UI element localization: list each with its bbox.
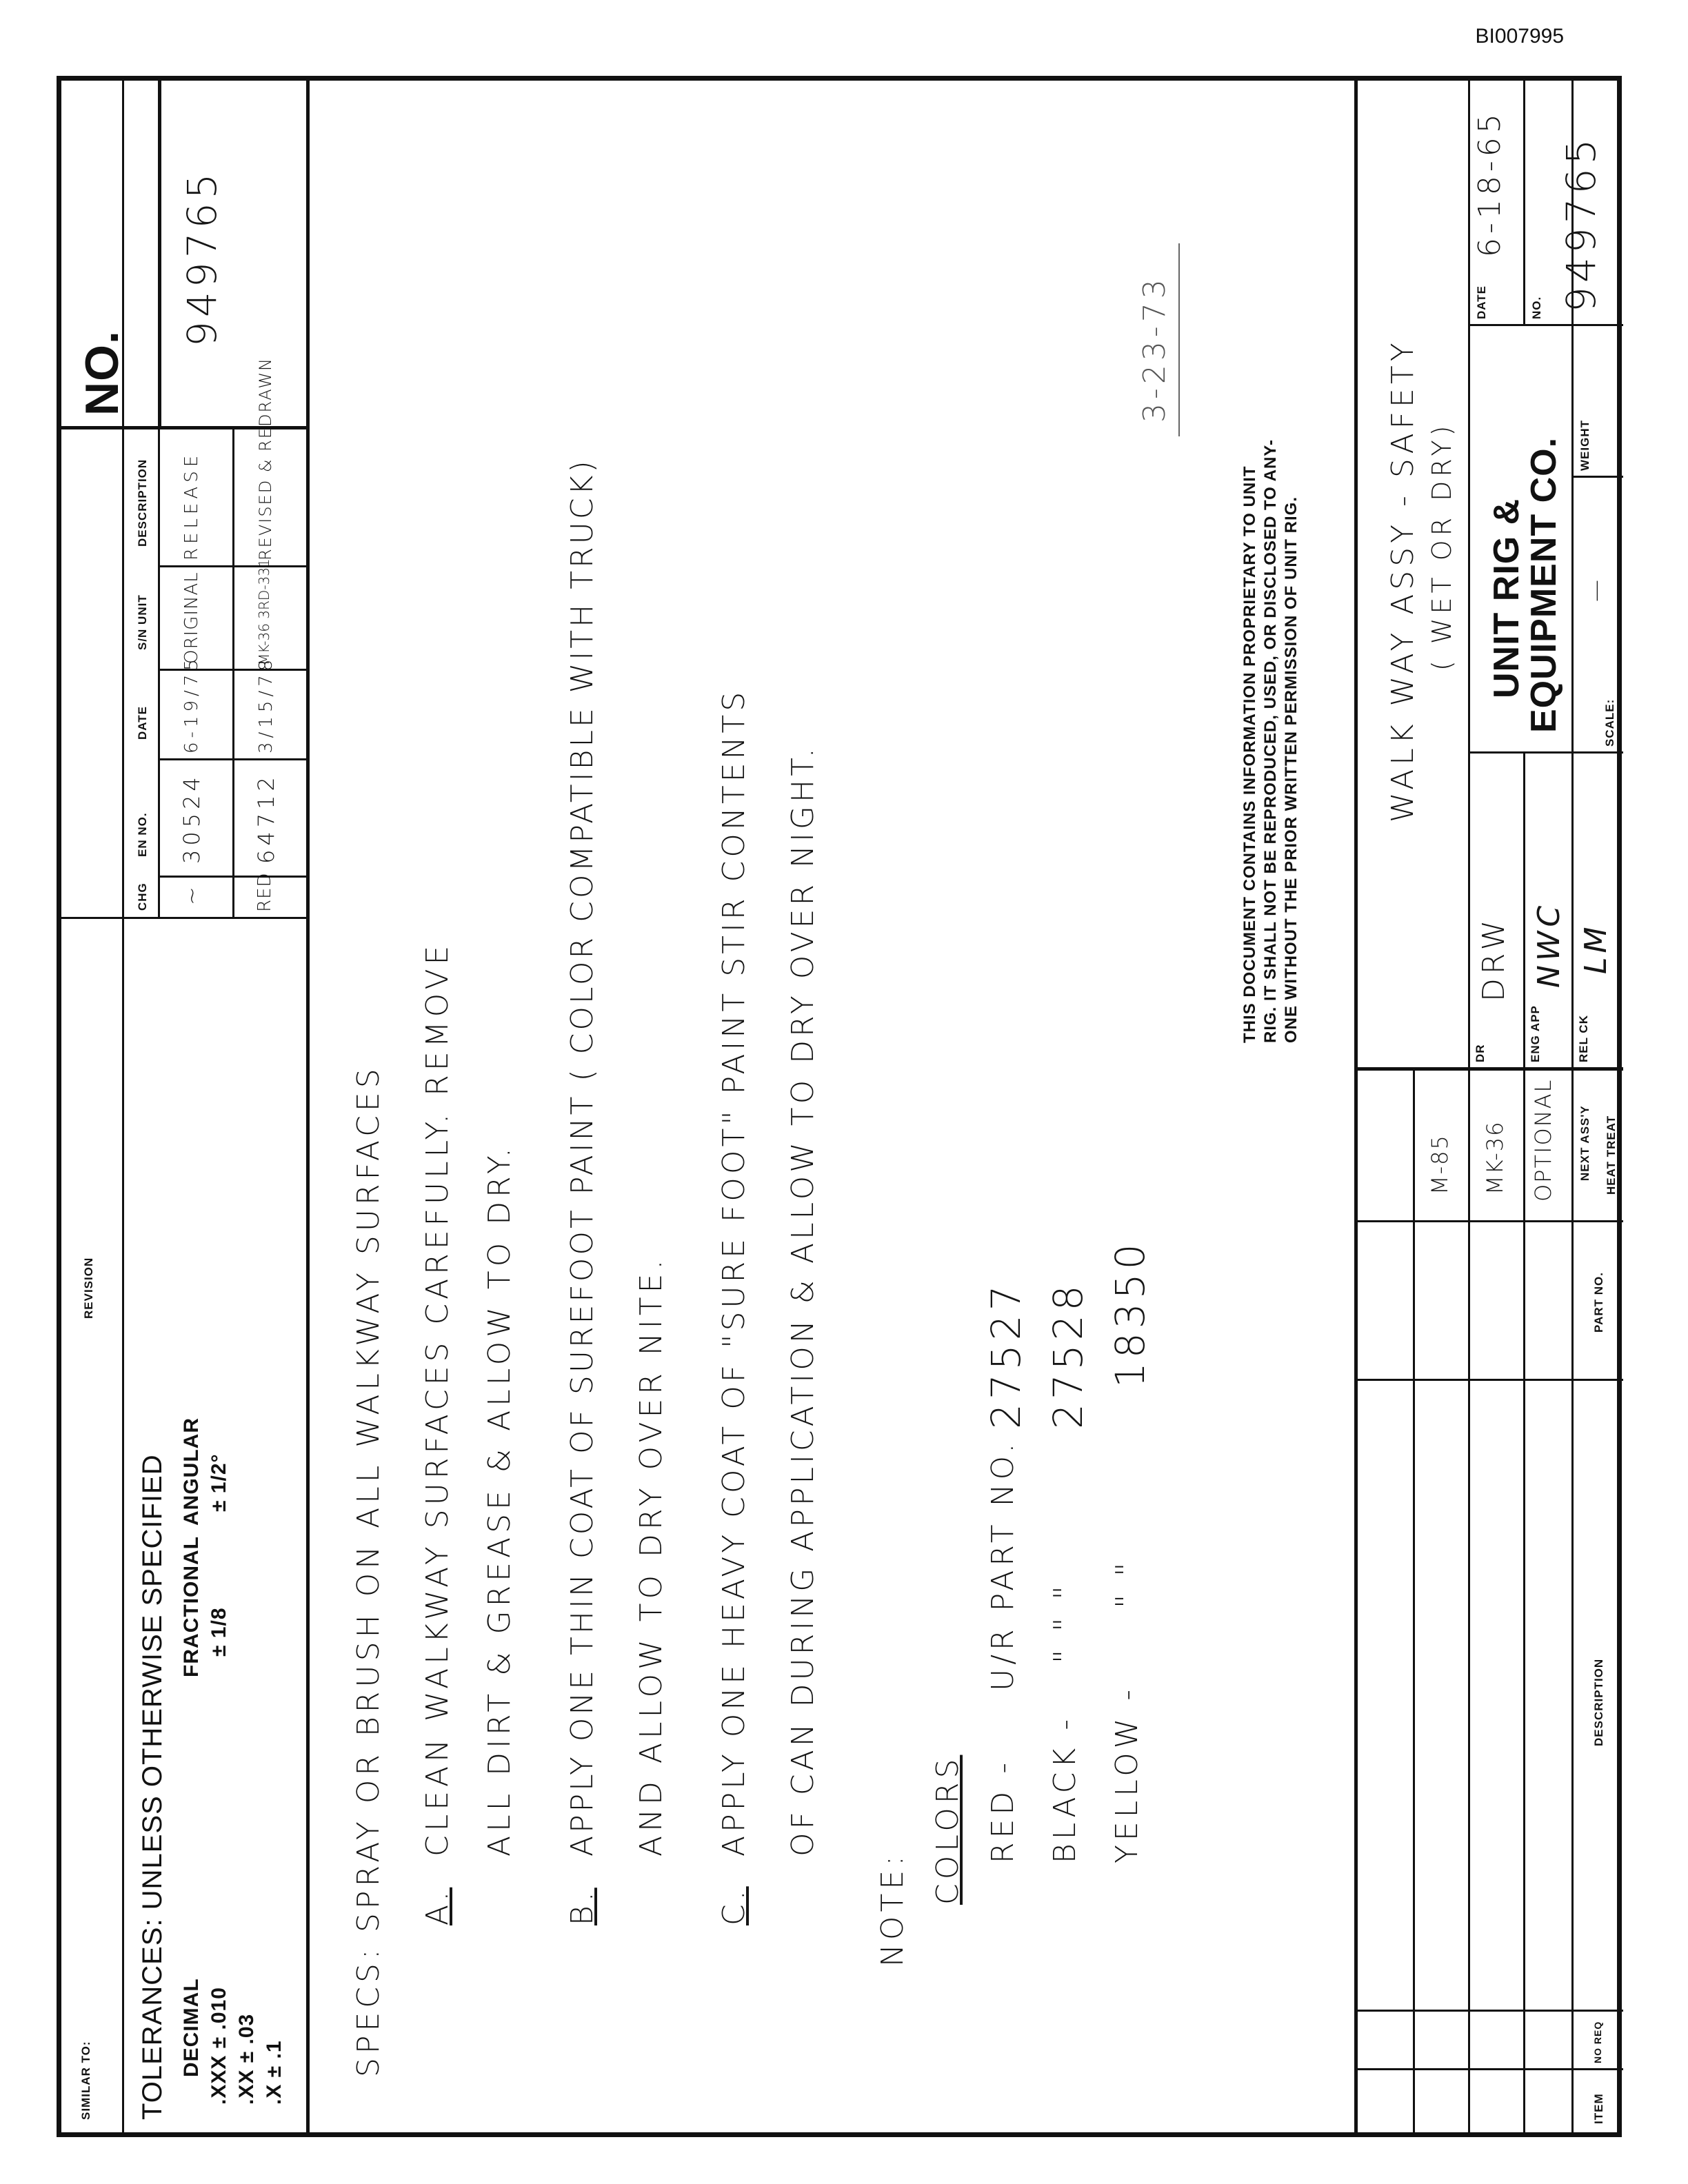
angular-label: ANGULAR [180, 1417, 203, 1526]
drawing-sheet [57, 76, 1622, 2137]
rev-unit: MK-36 3RD-331 [256, 558, 272, 665]
decimal-row: .XX ± .03 [235, 2013, 258, 2105]
decimal-row: .X ± .1 [263, 2040, 285, 2105]
drawing-title: WALK WAY ASSY - SAFETY [1385, 338, 1420, 822]
colors-label: COLORS [930, 1755, 965, 1905]
step-line: AND ALLOW TO DRY OVER NITE. [634, 1255, 669, 1857]
usage-item: M-85 [1427, 1134, 1453, 1195]
usage-item: OPTIONAL [1530, 1078, 1556, 1202]
document-id: BI007995 [1475, 25, 1564, 48]
angular-value: ± 1/2° [208, 1453, 230, 1512]
step-line: CLEAN WALKWAY SURFACES CAREFULLY. REMOVE [420, 941, 455, 1857]
color-number: 27527 [983, 1281, 1029, 1429]
col-description: DESCRIPTION [136, 458, 149, 547]
rev-description: RELEASE [181, 451, 202, 560]
weight-label: WEIGHT [1578, 420, 1591, 471]
similar-to-label: SIMILAR TO: [79, 2041, 92, 2120]
eng-app-value: NWC [1531, 901, 1567, 988]
step-line: APPLY ONE HEAVY COAT OF "SURE FOOT" PAINT STIR CONTENTS [716, 688, 752, 1857]
rev-chg: RED [254, 872, 275, 912]
step-line: OF CAN DURING APPLICATION & ALLOW TO DRY OVER NIGHT. [785, 745, 821, 1857]
fractional-label: FRACTIONAL [180, 1536, 203, 1677]
color-number: 27528 [1045, 1281, 1092, 1429]
decimal-row: .XXX ± .010 [208, 1987, 230, 2105]
col-chg: CHG [136, 882, 149, 911]
company-name: UNIT RIG & [1487, 498, 1527, 698]
dr-value: DRW [1476, 916, 1511, 1002]
col-en-no: EN NO. [136, 812, 149, 857]
color-name: YELLOW - [1109, 1685, 1145, 1863]
color-number: 18350 [1107, 1240, 1154, 1388]
revision-title: REVISION [82, 1257, 95, 1319]
step-line: ALL DIRT & GREASE & ALLOW TO DRY. [482, 1144, 517, 1857]
col-unit: S/N UNIT [136, 594, 149, 650]
fractional-value: ± 1/8 [208, 1607, 230, 1657]
date-label: DATE [1475, 285, 1488, 319]
tb-no-label: NO. [1530, 296, 1543, 319]
next-assy-label: NEXT ASS'Y [1578, 1105, 1591, 1181]
eng-app-label: ENG APP [1529, 1005, 1542, 1062]
note-label: NOTE: [875, 1851, 910, 1967]
tolerances-title: TOLERANCES: UNLESS OTHERWISE SPECIFIED [137, 1454, 168, 2120]
rev-en-no: 30524 [179, 773, 205, 864]
rev-chg: ~ [179, 882, 205, 905]
date-value: 6-18-65 [1472, 110, 1507, 257]
scale-value: — [1582, 576, 1609, 602]
proprietary-line: RIG. IT SHALL NOT BE REPRODUCED, USED, OR DISCLOSED TO ANY- [1261, 439, 1280, 1043]
color-part: U/R PART NO. [985, 1439, 1021, 1691]
tb-no-value: 949765 [1558, 134, 1605, 312]
step-line: APPLY ONE THIN COAT OF SUREFOOT PAINT ( COLOR COMPATIBLE WITH TRUCK) [565, 458, 600, 1857]
proprietary-line: THIS DOCUMENT CONTAINS INFORMATION PROPRIETARY TO UNIT [1240, 465, 1259, 1043]
company-name: EQUIPMENT CO. [1524, 436, 1564, 733]
color-part: " " " [1047, 1581, 1083, 1664]
color-name: BLACK - [1047, 1715, 1083, 1863]
color-part: " " [1109, 1558, 1145, 1608]
decimal-label: DECIMAL [180, 1978, 203, 2077]
dr-label: DR [1474, 1044, 1487, 1062]
col-no-req: NO REQ [1592, 2021, 1603, 2063]
color-name: RED - [985, 1758, 1021, 1863]
step-letter: B. [565, 1888, 600, 1925]
step-letter: C. [716, 1886, 752, 1925]
stamp-underline [1178, 243, 1180, 436]
specs-intro: SPRAY OR BRUSH ON ALL WALKWAY SURFACES [351, 1064, 386, 1932]
col-part-description: DESCRIPTION [1592, 1658, 1605, 1746]
rel-ck-value: LM [1578, 922, 1614, 974]
col-part-no: PART NO. [1592, 1272, 1605, 1333]
rel-ck-label: REL CK [1577, 1015, 1590, 1062]
number-value: 949765 [179, 169, 225, 347]
scale-label: SCALE: [1603, 698, 1616, 747]
number-label: NO. [76, 330, 128, 416]
rev-en-no: 64712 [253, 773, 279, 864]
rev-date: 3/15/78 [256, 655, 277, 754]
rev-unit: ORIGINAL [181, 572, 202, 664]
drawing-subtitle: ( WET OR DRY) [1427, 421, 1457, 671]
col-item: ITEM [1592, 2093, 1605, 2124]
heat-treat-label: HEAT TREAT [1605, 1115, 1618, 1195]
release-stamp: 3-23-73 [1137, 275, 1172, 423]
step-letter: A. [420, 1887, 455, 1925]
usage-item: MK-36 [1482, 1120, 1508, 1195]
specs-label: SPECS: [351, 1945, 386, 2077]
rev-description: REVISED & REDRAWN [256, 357, 275, 560]
proprietary-line: ONE WITHOUT THE PRIOR WRITTEN PERMISSION OF UNIT RIG. [1282, 496, 1300, 1043]
rev-date: 6-19/75 [181, 655, 202, 754]
col-date: DATE [136, 705, 149, 740]
